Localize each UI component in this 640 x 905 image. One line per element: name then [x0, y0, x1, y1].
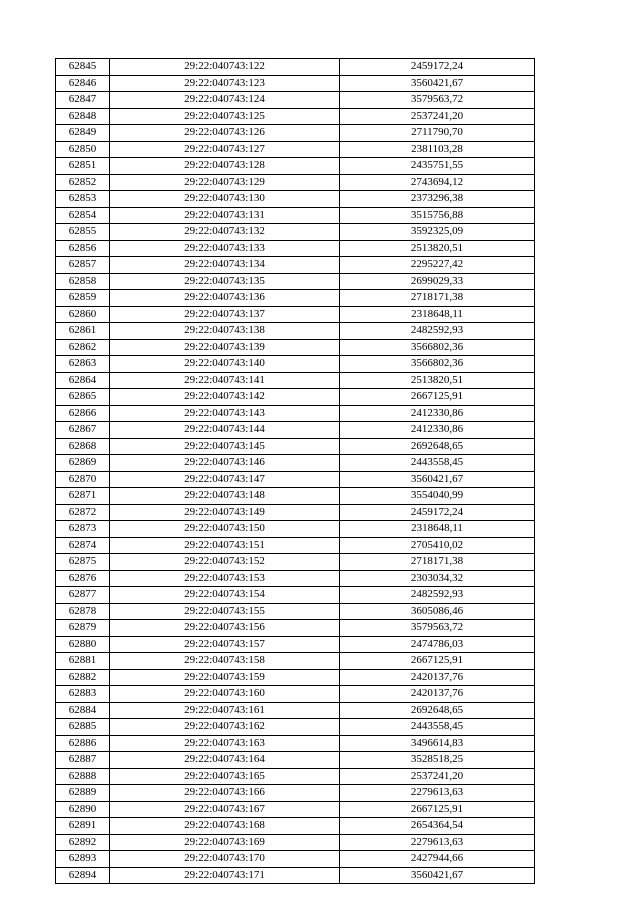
cadastral-number-cell: 29:22:040743:125	[110, 108, 340, 125]
cadastral-number-cell: 29:22:040743:148	[110, 488, 340, 505]
value-cell: 2459172,24	[340, 504, 535, 521]
cadastral-number-cell: 29:22:040743:153	[110, 570, 340, 587]
table-row	[56, 719, 535, 736]
cadastral-number-cell: 29:22:040743:163	[110, 735, 340, 752]
cadastral-number-cell: 29:22:040743:141	[110, 372, 340, 389]
table-body	[56, 59, 535, 884]
table-row	[56, 257, 535, 274]
row-number-cell: 62890	[56, 801, 110, 818]
value-cell: 2654364,54	[340, 818, 535, 835]
table-row	[56, 686, 535, 703]
value-cell: 3560421,67	[340, 867, 535, 884]
row-number-cell: 62865	[56, 389, 110, 406]
table-row	[56, 554, 535, 571]
table-row	[56, 620, 535, 637]
value-cell: 2667125,91	[340, 389, 535, 406]
cadastral-number-cell: 29:22:040743:152	[110, 554, 340, 571]
value-cell: 2381103,28	[340, 141, 535, 158]
value-cell: 2667125,91	[340, 801, 535, 818]
data-table	[55, 58, 535, 884]
cadastral-number-cell: 29:22:040743:139	[110, 339, 340, 356]
cadastral-number-cell: 29:22:040743:136	[110, 290, 340, 307]
value-cell: 2412330,86	[340, 405, 535, 422]
cadastral-number-cell: 29:22:040743:143	[110, 405, 340, 422]
value-cell: 3560421,67	[340, 75, 535, 92]
value-cell: 3515756,88	[340, 207, 535, 224]
table-row	[56, 587, 535, 604]
value-cell: 3528518,25	[340, 752, 535, 769]
cadastral-number-cell: 29:22:040743:164	[110, 752, 340, 769]
value-cell: 3579563,72	[340, 620, 535, 637]
table-row	[56, 752, 535, 769]
row-number-cell: 62893	[56, 851, 110, 868]
cadastral-number-cell: 29:22:040743:147	[110, 471, 340, 488]
table-row	[56, 405, 535, 422]
row-number-cell: 62862	[56, 339, 110, 356]
cadastral-number-cell: 29:22:040743:142	[110, 389, 340, 406]
value-cell: 2537241,20	[340, 108, 535, 125]
row-number-cell: 62855	[56, 224, 110, 241]
table-row	[56, 570, 535, 587]
cadastral-number-cell: 29:22:040743:123	[110, 75, 340, 92]
cadastral-number-cell: 29:22:040743:134	[110, 257, 340, 274]
table-row	[56, 158, 535, 175]
table-row	[56, 224, 535, 241]
row-number-cell: 62854	[56, 207, 110, 224]
value-cell: 3554040,99	[340, 488, 535, 505]
value-cell: 2718171,38	[340, 290, 535, 307]
value-cell: 2537241,20	[340, 768, 535, 785]
table-row	[56, 438, 535, 455]
row-number-cell: 62860	[56, 306, 110, 323]
value-cell: 2474786,03	[340, 636, 535, 653]
row-number-cell: 62866	[56, 405, 110, 422]
table-row	[56, 191, 535, 208]
row-number-cell: 62891	[56, 818, 110, 835]
cadastral-number-cell: 29:22:040743:137	[110, 306, 340, 323]
table-row	[56, 422, 535, 439]
row-number-cell: 62873	[56, 521, 110, 538]
cadastral-number-cell: 29:22:040743:154	[110, 587, 340, 604]
row-number-cell: 62870	[56, 471, 110, 488]
value-cell: 3560421,67	[340, 471, 535, 488]
row-number-cell: 62888	[56, 768, 110, 785]
table-row	[56, 389, 535, 406]
row-number-cell: 62864	[56, 372, 110, 389]
row-number-cell: 62846	[56, 75, 110, 92]
cadastral-number-cell: 29:22:040743:126	[110, 125, 340, 142]
value-cell: 2667125,91	[340, 653, 535, 670]
cadastral-number-cell: 29:22:040743:160	[110, 686, 340, 703]
cadastral-number-cell: 29:22:040743:162	[110, 719, 340, 736]
cadastral-number-cell: 29:22:040743:151	[110, 537, 340, 554]
value-cell: 2743694,12	[340, 174, 535, 191]
cadastral-number-cell: 29:22:040743:171	[110, 867, 340, 884]
table-row	[56, 702, 535, 719]
table-row	[56, 108, 535, 125]
row-number-cell: 62885	[56, 719, 110, 736]
cadastral-number-cell: 29:22:040743:161	[110, 702, 340, 719]
table-row	[56, 603, 535, 620]
row-number-cell: 62852	[56, 174, 110, 191]
row-number-cell: 62887	[56, 752, 110, 769]
table-row	[56, 75, 535, 92]
row-number-cell: 62882	[56, 669, 110, 686]
value-cell: 2718171,38	[340, 554, 535, 571]
value-cell: 2318648,11	[340, 521, 535, 538]
value-cell: 2705410,02	[340, 537, 535, 554]
table-row	[56, 521, 535, 538]
row-number-cell: 62861	[56, 323, 110, 340]
cadastral-number-cell: 29:22:040743:124	[110, 92, 340, 109]
value-cell: 2373296,38	[340, 191, 535, 208]
table-row	[56, 92, 535, 109]
table-row	[56, 141, 535, 158]
table-row	[56, 273, 535, 290]
cadastral-number-cell: 29:22:040743:130	[110, 191, 340, 208]
table-row	[56, 867, 535, 884]
value-cell: 2513820,51	[340, 240, 535, 257]
cadastral-number-cell: 29:22:040743:135	[110, 273, 340, 290]
value-cell: 3605086,46	[340, 603, 535, 620]
value-cell: 2427944,66	[340, 851, 535, 868]
row-number-cell: 62868	[56, 438, 110, 455]
row-number-cell: 62847	[56, 92, 110, 109]
table-row	[56, 834, 535, 851]
value-cell: 2482592,93	[340, 323, 535, 340]
table-row	[56, 669, 535, 686]
cadastral-number-cell: 29:22:040743:168	[110, 818, 340, 835]
table-row	[56, 207, 535, 224]
cadastral-number-cell: 29:22:040743:146	[110, 455, 340, 472]
row-number-cell: 62892	[56, 834, 110, 851]
value-cell: 2443558,45	[340, 455, 535, 472]
value-cell: 2412330,86	[340, 422, 535, 439]
row-number-cell: 62881	[56, 653, 110, 670]
value-cell: 2711790,70	[340, 125, 535, 142]
row-number-cell: 62869	[56, 455, 110, 472]
row-number-cell: 62874	[56, 537, 110, 554]
table-row	[56, 537, 535, 554]
value-cell: 2318648,11	[340, 306, 535, 323]
cadastral-number-cell: 29:22:040743:159	[110, 669, 340, 686]
row-number-cell: 62880	[56, 636, 110, 653]
cadastral-number-cell: 29:22:040743:127	[110, 141, 340, 158]
table-row	[56, 455, 535, 472]
table-row	[56, 290, 535, 307]
cadastral-number-cell: 29:22:040743:140	[110, 356, 340, 373]
row-number-cell: 62858	[56, 273, 110, 290]
table-row	[56, 504, 535, 521]
cadastral-number-cell: 29:22:040743:157	[110, 636, 340, 653]
value-cell: 2459172,24	[340, 59, 535, 76]
cadastral-number-cell: 29:22:040743:144	[110, 422, 340, 439]
table-row	[56, 768, 535, 785]
cadastral-number-cell: 29:22:040743:149	[110, 504, 340, 521]
value-cell: 2295227,42	[340, 257, 535, 274]
table-row	[56, 636, 535, 653]
table-row	[56, 125, 535, 142]
table-row	[56, 801, 535, 818]
table-row	[56, 851, 535, 868]
row-number-cell: 62879	[56, 620, 110, 637]
value-cell: 3592325,09	[340, 224, 535, 241]
value-cell: 2692648,65	[340, 438, 535, 455]
value-cell: 2279613,63	[340, 785, 535, 802]
value-cell: 2443558,45	[340, 719, 535, 736]
cadastral-number-cell: 29:22:040743:128	[110, 158, 340, 175]
row-number-cell: 62875	[56, 554, 110, 571]
row-number-cell: 62856	[56, 240, 110, 257]
value-cell: 3579563,72	[340, 92, 535, 109]
row-number-cell: 62886	[56, 735, 110, 752]
table-row	[56, 471, 535, 488]
value-cell: 2699029,33	[340, 273, 535, 290]
cadastral-number-cell: 29:22:040743:165	[110, 768, 340, 785]
row-number-cell: 62849	[56, 125, 110, 142]
cadastral-number-cell: 29:22:040743:138	[110, 323, 340, 340]
row-number-cell: 62883	[56, 686, 110, 703]
row-number-cell: 62850	[56, 141, 110, 158]
value-cell: 2692648,65	[340, 702, 535, 719]
row-number-cell: 62845	[56, 59, 110, 76]
row-number-cell: 62863	[56, 356, 110, 373]
cadastral-number-cell: 29:22:040743:132	[110, 224, 340, 241]
row-number-cell: 62857	[56, 257, 110, 274]
cadastral-number-cell: 29:22:040743:169	[110, 834, 340, 851]
value-cell: 2513820,51	[340, 372, 535, 389]
value-cell: 3566802,36	[340, 339, 535, 356]
row-number-cell: 62867	[56, 422, 110, 439]
table-row	[56, 240, 535, 257]
cadastral-number-cell: 29:22:040743:133	[110, 240, 340, 257]
table-row	[56, 356, 535, 373]
value-cell: 2435751,55	[340, 158, 535, 175]
cadastral-number-cell: 29:22:040743:145	[110, 438, 340, 455]
cadastral-number-cell: 29:22:040743:155	[110, 603, 340, 620]
table-row	[56, 372, 535, 389]
table-row	[56, 785, 535, 802]
cadastral-number-cell: 29:22:040743:129	[110, 174, 340, 191]
table-row	[56, 488, 535, 505]
value-cell: 3496614,83	[340, 735, 535, 752]
cadastral-number-cell: 29:22:040743:131	[110, 207, 340, 224]
value-cell: 2303034,32	[340, 570, 535, 587]
row-number-cell: 62871	[56, 488, 110, 505]
table-row	[56, 653, 535, 670]
value-cell: 3566802,36	[340, 356, 535, 373]
row-number-cell: 62872	[56, 504, 110, 521]
row-number-cell: 62884	[56, 702, 110, 719]
table-row	[56, 735, 535, 752]
table-row	[56, 174, 535, 191]
cadastral-number-cell: 29:22:040743:167	[110, 801, 340, 818]
table-row	[56, 323, 535, 340]
row-number-cell: 62876	[56, 570, 110, 587]
cadastral-number-cell: 29:22:040743:166	[110, 785, 340, 802]
value-cell: 2482592,93	[340, 587, 535, 604]
cadastral-number-cell: 29:22:040743:170	[110, 851, 340, 868]
row-number-cell: 62851	[56, 158, 110, 175]
cadastral-number-cell: 29:22:040743:158	[110, 653, 340, 670]
row-number-cell: 62877	[56, 587, 110, 604]
row-number-cell: 62859	[56, 290, 110, 307]
row-number-cell: 62889	[56, 785, 110, 802]
value-cell: 2279613,63	[340, 834, 535, 851]
row-number-cell: 62853	[56, 191, 110, 208]
row-number-cell: 62848	[56, 108, 110, 125]
row-number-cell: 62894	[56, 867, 110, 884]
table-row	[56, 306, 535, 323]
table-row	[56, 818, 535, 835]
value-cell: 2420137,76	[340, 669, 535, 686]
cadastral-number-cell: 29:22:040743:122	[110, 59, 340, 76]
row-number-cell: 62878	[56, 603, 110, 620]
cadastral-number-cell: 29:22:040743:156	[110, 620, 340, 637]
cadastral-number-cell: 29:22:040743:150	[110, 521, 340, 538]
table-row	[56, 339, 535, 356]
table-row	[56, 59, 535, 76]
value-cell: 2420137,76	[340, 686, 535, 703]
